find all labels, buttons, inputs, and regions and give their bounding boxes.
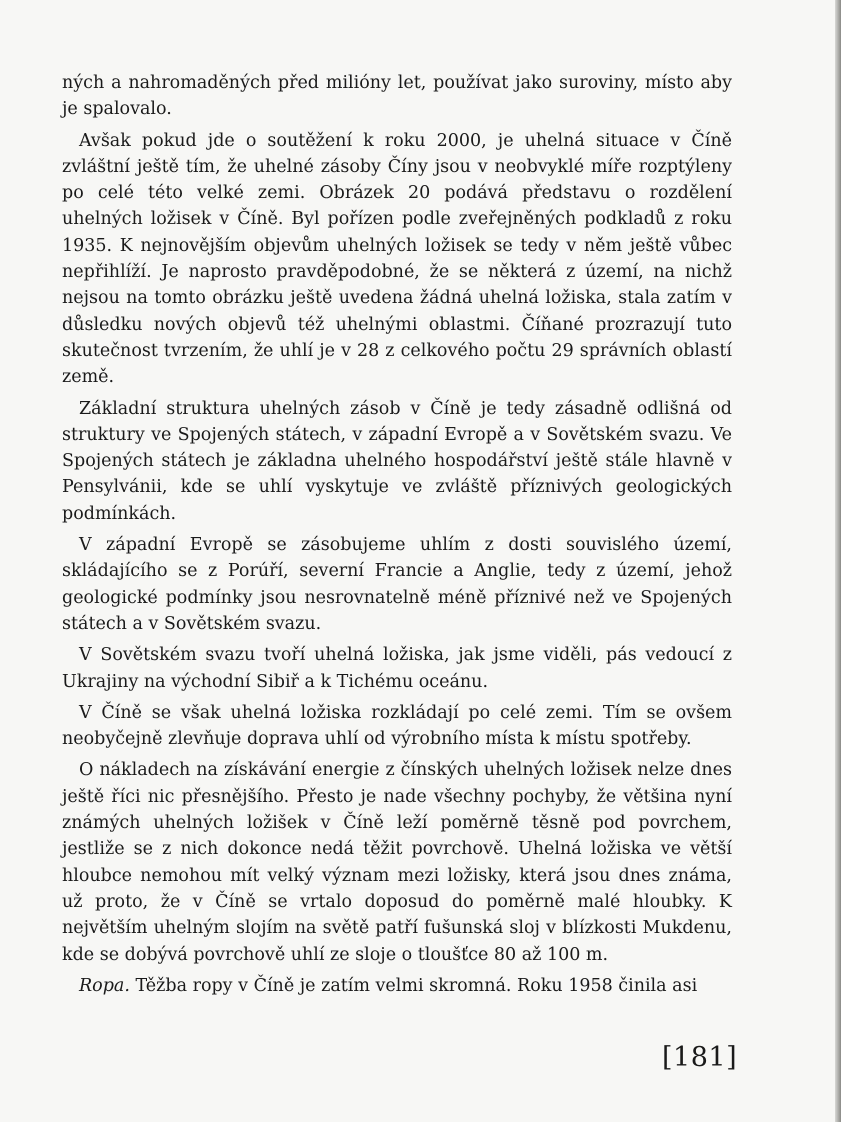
paragraph-text: Těžba ropy v Číně je zatím velmi skromná. Roku 1958 činila asi [129, 975, 698, 996]
run-in-heading: Ropa. [79, 975, 130, 996]
paragraph-text: V Sovětském svazu tvoří uhelná ložiska, jak jsme viděli, pás vedoucí z Ukrajiny na východní Sibiř a k Tichému oceánu. [62, 645, 732, 692]
paragraph-text: ných a nahromaděných před milióny let, používat jako suroviny, místo aby je spalovalo. [62, 73, 732, 120]
paragraph-text: V západní Evropě se zásobujeme uhlím z dosti souvislého území, skládajícího se z Porúří, severní Francie a Anglie, tedy z území, jehož geologické podmínky jsou nesrovnatelně méně příznivé než ve Spojených státech a v Sovětském svazu. [62, 535, 732, 634]
paragraph-energy-costs [62, 757, 732, 967]
paragraph-text: Avšak pokud jde o soutěžení k roku 2000, je uhelná situace v Číně zvláštní ještě tím, že uhelné zásoby Číny jsou v neobvyklé míře rozptýleny po celé této velké zemi. Obrázek 20 podává představu o rozdělení uhelných ložisek v Číně. Byl pořízen podle zveřejněných podkladů z roku 1935. K nejnovějším objevům uhelných ložisek se tedy v něm ještě vůbec nepřihlíží. Je naprosto pravděpodobné, že se některá z území, na nichž nejsou na tomto obrázku ještě uvedena žádná uhelná ložiska, stala zatím v důsledku nových objevů též uhelnými oblastmi. Číňané prozrazují tuto skutečnost tvrzením, že uhlí je v 28 z celkového počtu 29 správních oblastí země. [62, 130, 732, 388]
paragraph-china-transport [62, 700, 732, 753]
paragraph-coal-dispersion [62, 128, 732, 391]
paragraph-text: Základní struktura uhelných zásob v Číně je tedy zásadně odlišná od struktury ve Spojených státech, v západní Evropě a v Sovětském svazu. Ve Spojených státech je základna uhelného hospodářství ještě stále hlavně v Pensylvánii, kde se uhlí vyskytuje ve zvláště příznivých geologických podmínkách. [62, 398, 732, 524]
paragraph-text: O nákladech na získávání energie z čínských uhelných ložisek nelze dnes ještě říci nic přesnějšího. Přesto je nade všechny pochyby, že většina nyní známých uhelných ložišek v Číně leží poměrně těsně pod povrchem, jestliže se z nich dokonce nedá těžit povrchově. Uhelná ložiska ve větší hloubce nemohou mít velký význam mezi ložisky, která jsou dnes známa, už proto, že v Číně se vrtalo doposud do poměrně malé hloubky. K největším uhelným slojím na světě patří fušunská sloj v blízkosti Mukdenu, kde se dobývá povrchově uhlí ze sloje o tloušťce 80 až 100 m. [62, 760, 732, 965]
page-edge-shadow [835, 0, 841, 1122]
page-body [62, 70, 732, 1004]
paragraph-western-europe [62, 532, 732, 637]
paragraph-continuation [62, 70, 732, 123]
paragraph-coal-structure [62, 396, 732, 527]
paragraph-oil [62, 973, 732, 999]
page-number: [181] [662, 1042, 738, 1073]
paragraph-soviet-union [62, 642, 732, 695]
paragraph-text: V Číně se však uhelná ložiska rozkládají po celé zemi. Tím se ovšem neobyčejně zlevňuje doprava uhlí od výrobního místa k místu spotřeby. [62, 702, 732, 750]
